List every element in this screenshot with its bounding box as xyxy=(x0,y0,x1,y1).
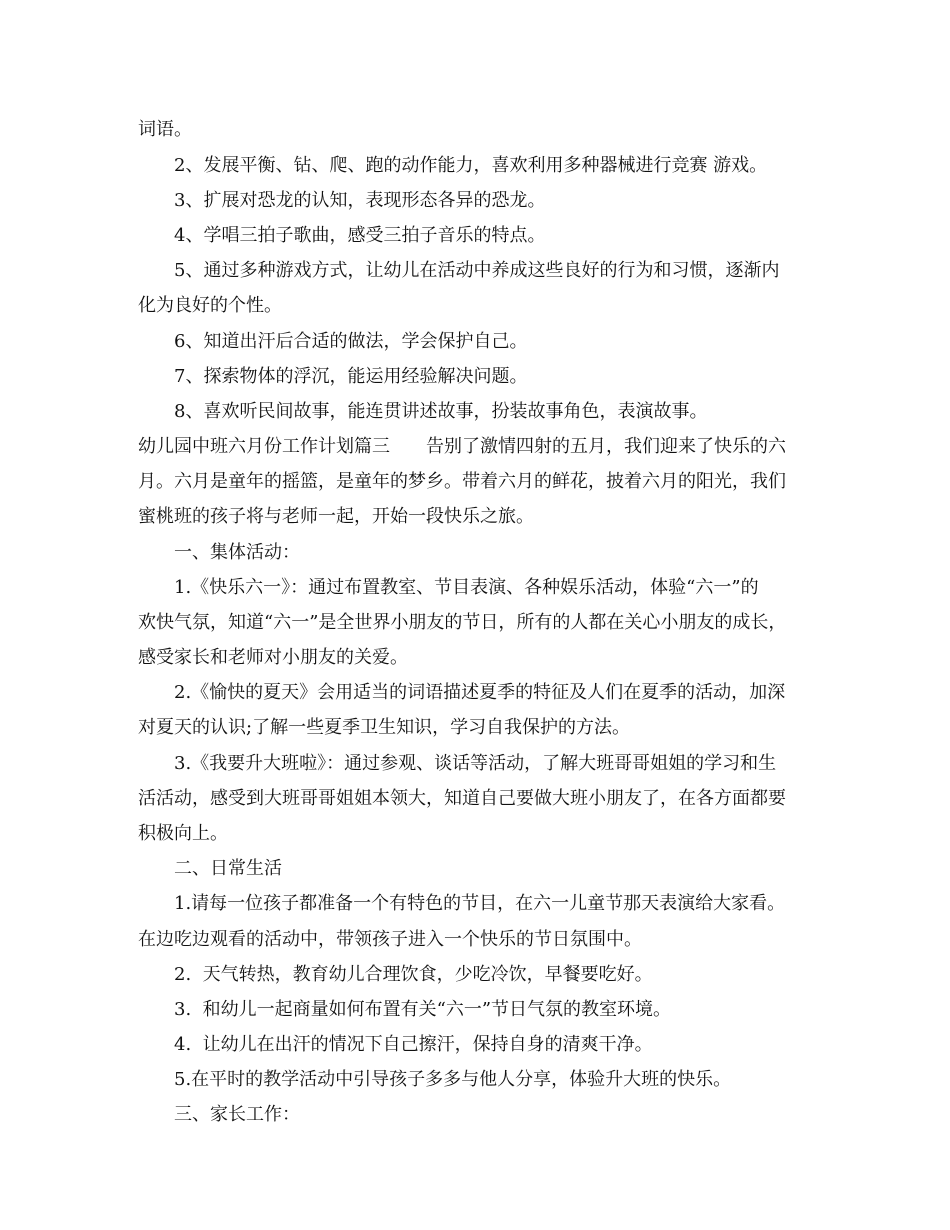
text-line: 4. 让幼儿在出汗的情况下自己擦汗，保持自身的清爽干净。 xyxy=(174,1034,653,1055)
heading-collective-activities: 一、集体活动： xyxy=(174,542,300,563)
heading-parent-work: 三、家长工作： xyxy=(174,1104,300,1125)
text-line: 积极向上。 xyxy=(138,823,228,844)
text-line: 1.《快乐六一》：通过布置教室、节目表演、各种娱乐活动，体验“六一”的 xyxy=(174,577,759,598)
text-line: 词语。 xyxy=(138,119,192,140)
text-line: 6、知道出汗后合适的做法，学会保护自己。 xyxy=(174,331,528,352)
text-line: 欢快气氛，知道“六一”是全世界小朋友的节日，所有的人都在关心小朋友的成长， xyxy=(138,612,787,633)
text-line: 3. 和幼儿一起商量如何布置有关“六一”节日气氛的教室环境。 xyxy=(174,999,672,1020)
text-line: 3、扩展对恐龙的认知，表现形态各异的恐龙。 xyxy=(174,190,546,211)
text-line: 化为良好的个性。 xyxy=(138,295,282,316)
text-line: 4、学唱三拍子歌曲，感受三拍子音乐的特点。 xyxy=(174,225,546,246)
text-line: 感受家长和老师对小朋友的关爱。 xyxy=(138,647,408,668)
text-line: 2、发展平衡、钻、爬、跑的动作能力，喜欢利用多种器械进行竞赛 游戏。 xyxy=(174,155,768,176)
text-line: 月。六月是童年的摇篮，是童年的梦乡。带着六月的鲜花，披着六月的阳光，我们 xyxy=(138,471,786,492)
text-line: 3.《我要升大班啦》：通过参观、谈话等活动，了解大班哥哥姐姐的学习和生 xyxy=(174,753,777,774)
section-title-line: 幼儿园中班六月份工作计划篇三 告别了激情四射的五月，我们迎来了快乐的六 xyxy=(138,436,786,457)
text-line: 1.请每一位孩子都准备一个有特色的节目，在六一儿童节那天表演给大家看。 xyxy=(174,893,786,914)
text-line: 2. 天气转热，教育幼儿合理饮食，少吃冷饮，早餐要吃好。 xyxy=(174,964,653,985)
text-line: 5.在平时的教学活动中引导孩子多多与他人分享，体验升大班的快乐。 xyxy=(174,1069,732,1090)
text-line: 在边吃边观看的活动中，带领孩子进入一个快乐的节日氛围中。 xyxy=(138,929,642,950)
text-line: 7、探索物体的浮沉，能运用经验解决问题。 xyxy=(174,366,528,387)
text-line: 对夏天的认识;了解一些夏季卫生知识，学习自我保护的方法。 xyxy=(138,717,631,738)
text-line: 2.《愉快的夏天》会用适当的词语描述夏季的特征及人们在夏季的活动，加深 xyxy=(174,682,786,703)
text-line: 活活动，感受到大班哥哥姐姐本领大，知道自己要做大班小朋友了，在各方面都要 xyxy=(138,788,786,809)
text-line: 蜜桃班的孩子将与老师一起，开始一段快乐之旅。 xyxy=(138,506,534,527)
heading-daily-life: 二、日常生活 xyxy=(174,858,282,879)
text-line: 5、通过多种游戏方式，让幼儿在活动中养成这些良好的行为和习惯，逐渐内 xyxy=(174,260,780,281)
text-line: 8、喜欢听民间故事，能连贯讲述故事，扮装故事角色，表演故事。 xyxy=(174,401,708,422)
